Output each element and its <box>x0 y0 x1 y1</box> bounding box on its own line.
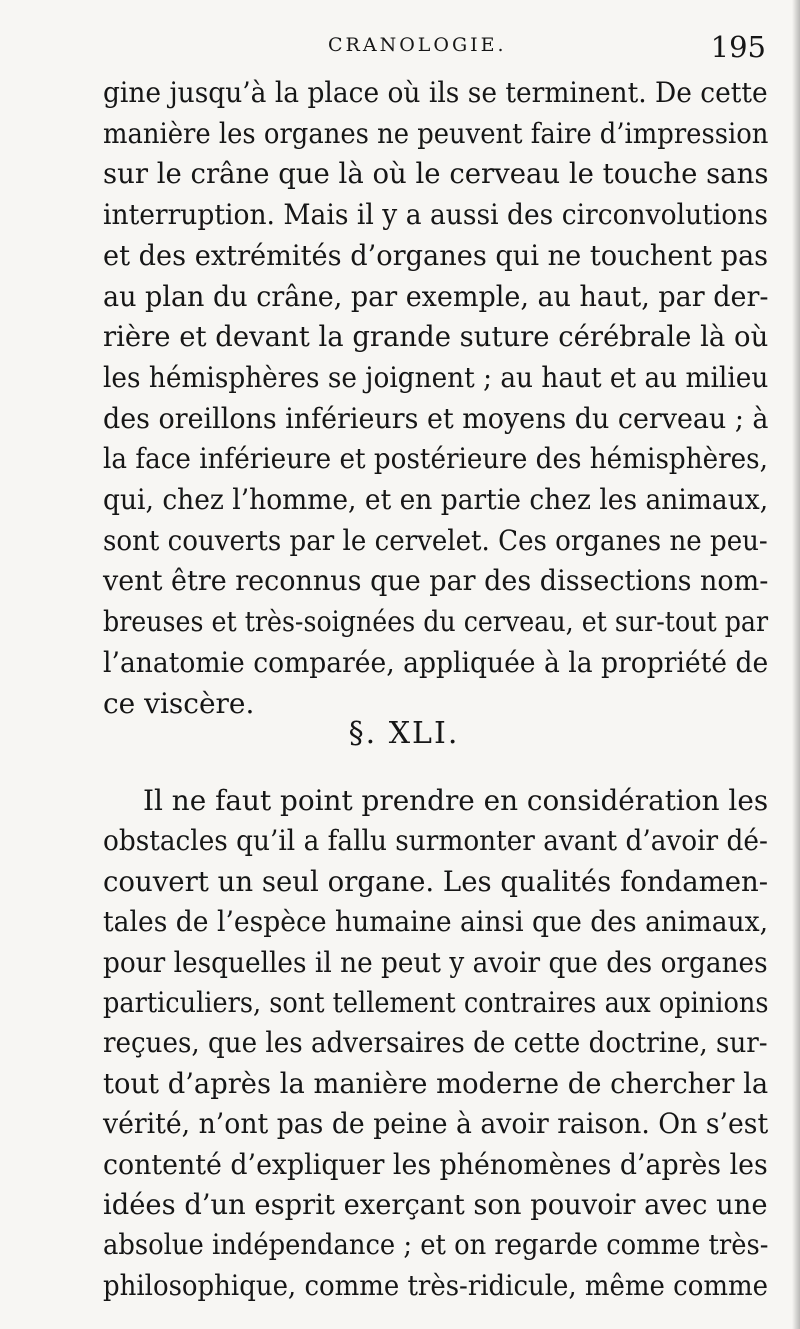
text-line: qui, chez l’homme, et en partie chez les animaux, <box>103 483 769 516</box>
text-line: breuses et très-soignées du cerveau, et sur-tout par <box>103 605 769 639</box>
text-line: pour lesquelles il ne peut y avoir que des organes <box>103 945 768 979</box>
page-number: 195 <box>710 30 766 64</box>
running-head-title: CRANOLOGIE. <box>328 34 507 56</box>
text-line: l’anatomie comparée, appliquée à la propriété de <box>103 645 769 679</box>
text-line: tout d’après la manière moderne de chercher la <box>103 1066 769 1100</box>
text-line: sur le crâne que là où le cerveau le touche sans <box>103 157 769 191</box>
text-line: tales de l’espèce humaine ainsi que des animaux, <box>103 905 769 939</box>
text-line: particuliers, sont tellement contraires aux opinions <box>103 986 769 1019</box>
text-line: philosophique, comme très-ridicule, même comme <box>103 1268 768 1302</box>
text-line: vent être reconnus que par des dissections nom- <box>103 564 769 598</box>
text-line-indented: Il ne faut point prendre en considération les <box>143 784 769 817</box>
text-line: obstacles qu’il a fallu surmonter avant d’avoir dé- <box>103 824 768 858</box>
text-line: rière et devant la grande suture cérébrale là où <box>103 320 769 354</box>
text-line: gine jusqu’à la place où ils se terminent. De cette <box>103 76 768 109</box>
text-line: vérité, n’ont pas de peine à avoir raison. On s’est <box>103 1107 769 1141</box>
text-line: reçues, que les adversaires de cette doctrine, sur- <box>103 1026 768 1060</box>
text-line-last: ce viscère. <box>103 686 255 720</box>
text-line: couvert un seul organe. Les qualités fondamen- <box>103 864 769 898</box>
text-line: la face inférieure et postérieure des hémisphères, <box>103 442 768 476</box>
section-heading: §. XLI. <box>348 716 460 751</box>
text-line: sont couverts par le cervelet. Ces organes ne peu- <box>103 523 768 557</box>
text-line: des oreillons inférieurs et moyens du cerveau ; à <box>103 401 769 435</box>
text-line: idées d’un esprit exerçant son pouvoir avec une <box>103 1188 768 1221</box>
text-line: contenté d’expliquer les phénomènes d’après les <box>103 1147 768 1181</box>
text-line: absolue indépendance ; et on regarde comme très- <box>103 1228 769 1262</box>
page-edge-shadow <box>792 0 800 1329</box>
text-line: au plan du crâne, par exemple, au haut, par der- <box>103 279 769 313</box>
text-line: et des extrémités d’organes qui ne touchent pas <box>103 238 769 272</box>
text-line: les hémisphères se joignent ; au haut et au milieu <box>103 360 769 394</box>
text-line: interruption. Mais il y a aussi des circonvolutions <box>103 198 768 232</box>
running-head <box>0 30 800 66</box>
text-line: manière les organes ne peuvent faire d’impression <box>103 116 769 150</box>
